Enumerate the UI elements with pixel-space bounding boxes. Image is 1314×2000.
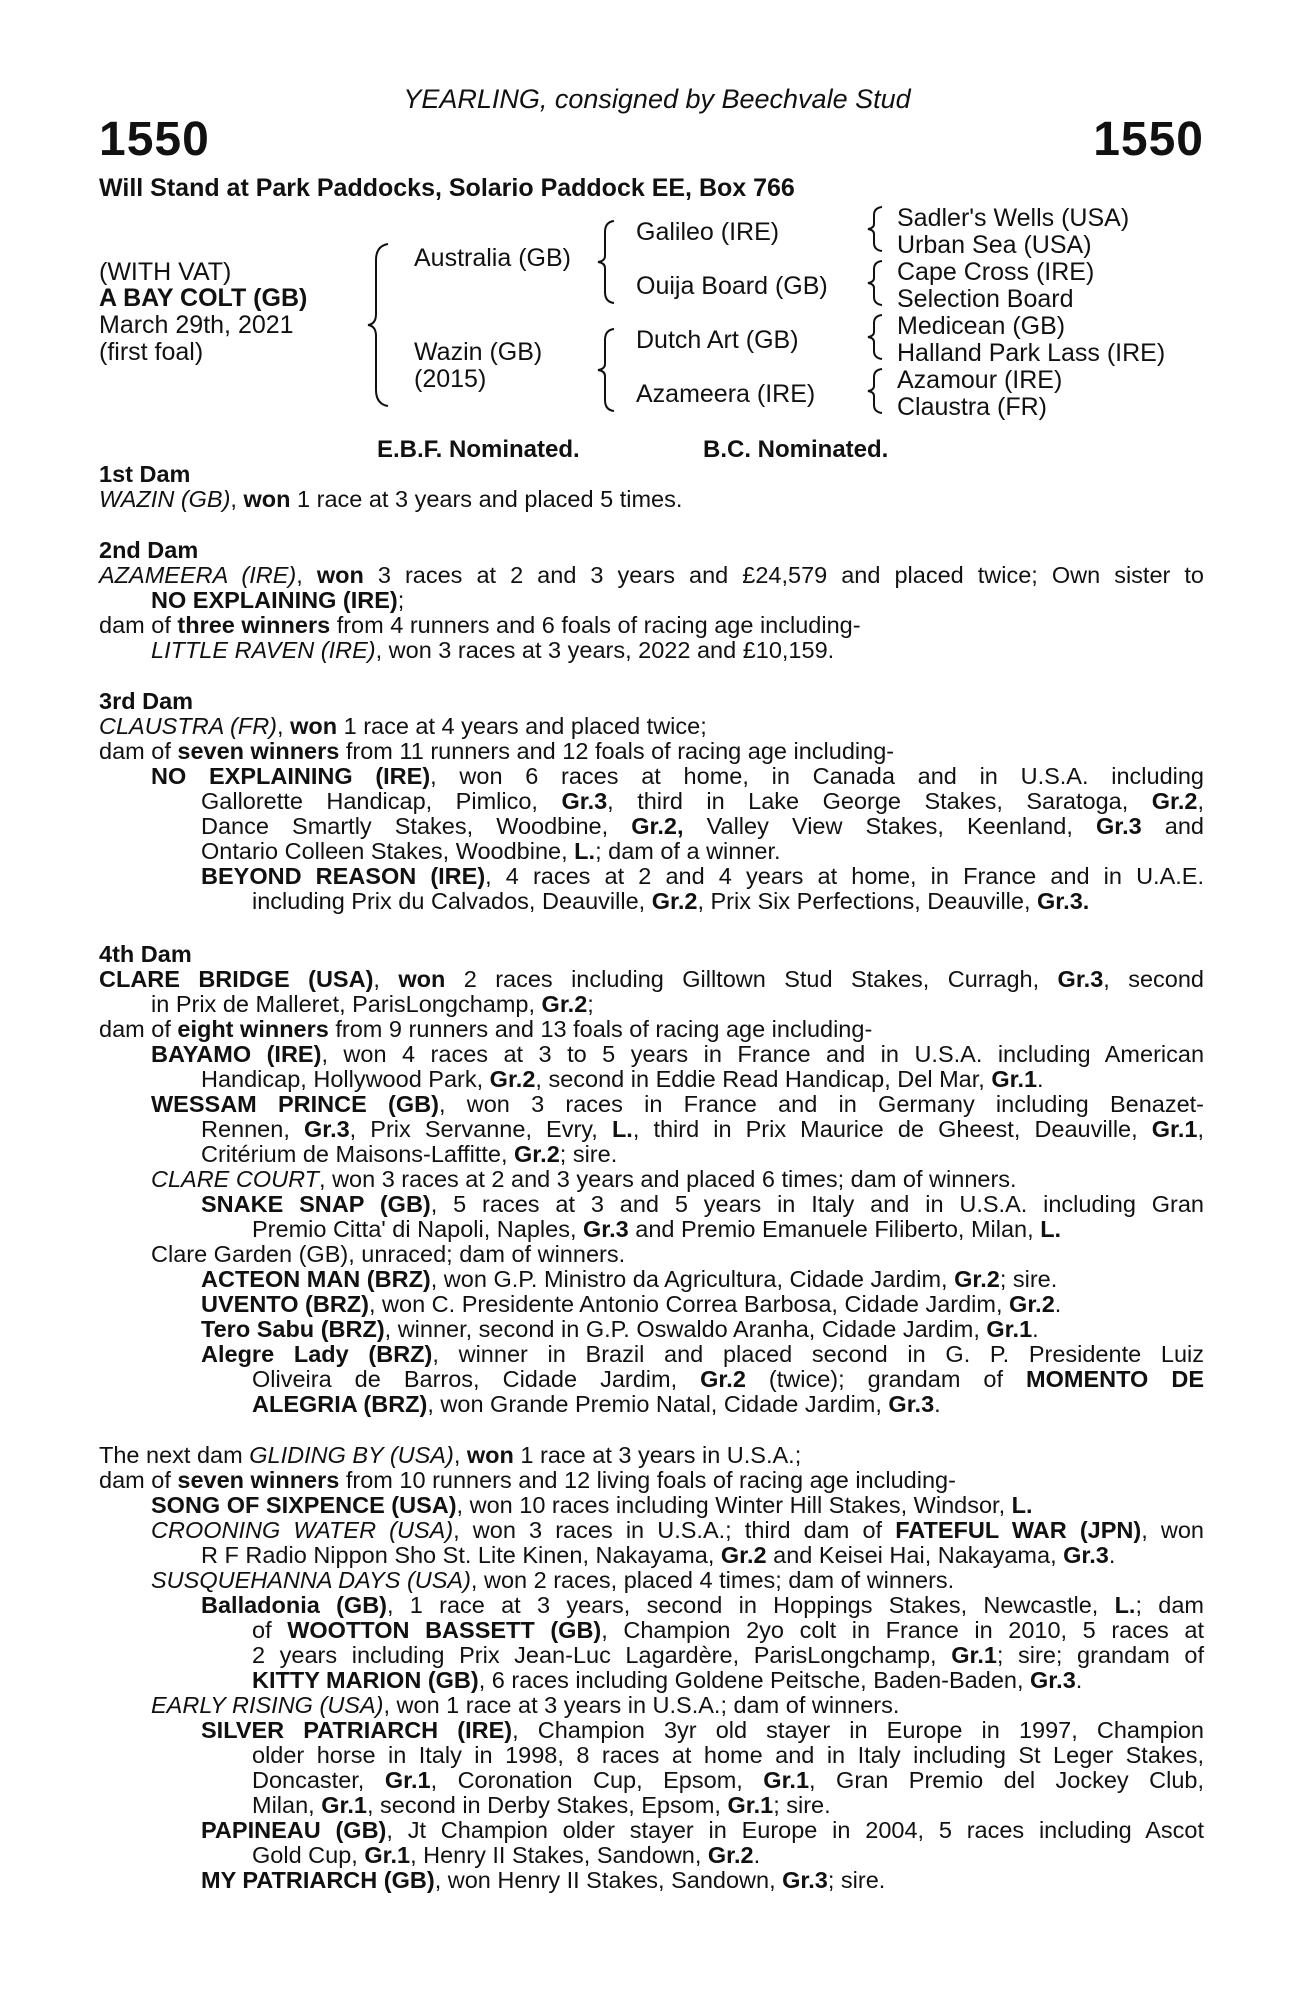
section-1st-dam: 1st Dam (99, 461, 191, 487)
section-2nd-dam: 2nd Dam (99, 537, 199, 563)
pedigree-dam: Wazin (GB) (414, 338, 543, 366)
dam4-line-6: WESSAM PRINCE (GB), won 3 races in France and in Germany including Benazet- (151, 1091, 1205, 1117)
pedigree-sire-dam: Ouija Board (GB) (636, 272, 828, 300)
next-dam-line-13: older horse in Italy in 1998, 8 races at home and in Italy including St Leger Stakes, (252, 1742, 1204, 1768)
pedigree-brace-sire (596, 218, 622, 306)
pedigree-brace-ss (866, 204, 890, 254)
dam2-line-1: AZAMEERA (IRE), won 3 races at 2 and 3 years and £24,579 and placed twice; Own sister to (99, 562, 1204, 588)
dam3-line-5: Dance Smartly Stakes, Woodbine, Gr.2, Valley View Stakes, Keenland, Gr.3 and (201, 813, 1204, 839)
dam3-line-3: NO EXPLAINING (IRE), won 6 races at home, in Canada and in U.S.A. including (151, 763, 1204, 789)
horse-dob: March 29th, 2021 (99, 311, 294, 339)
section-3rd-dam: 3rd Dam (99, 688, 194, 714)
vat-note: (WITH VAT) (99, 258, 232, 286)
pedigree-brace-ds (866, 312, 890, 362)
dam4-line-7: Rennen, Gr.3, Prix Servanne, Evry, L., third in Prix Maurice de Gheest, Deauville, Gr.1, (201, 1116, 1204, 1142)
section-4th-dam: 4th Dam (99, 941, 192, 967)
dam4-line-18: ALEGRIA (BRZ), won Grande Premio Natal, Cidade Jardim, Gr.3. (252, 1391, 941, 1417)
dam4-line-14: UVENTO (BRZ), won C. Presidente Antonio Correa Barbosa, Cidade Jardim, Gr.2. (201, 1291, 1062, 1317)
pedigree-ssd: Urban Sea (USA) (897, 231, 1092, 259)
next-dam-line-16: PAPINEAU (GB), Jt Champion older stayer in Europe in 2004, 5 races including Ascot (201, 1817, 1204, 1843)
dam4-line-15: Tero Sabu (BRZ), winner, second in G.P. Oswaldo Aranha, Cidade Jardim, Gr.1. (201, 1316, 1039, 1342)
dam1-line-1: WAZIN (GB), won 1 race at 3 years and placed 5 times. (99, 486, 683, 512)
dam4-line-13: ACTEON MAN (BRZ), won G.P. Ministro da Agricultura, Cidade Jardim, Gr.2; sire. (201, 1266, 1058, 1292)
pedigree-brace-dd (866, 366, 890, 416)
dam3-line-1: CLAUSTRA (FR), won 1 race at 4 years and placed twice; (99, 713, 707, 739)
next-dam-line-14: Doncaster, Gr.1, Coronation Cup, Epsom, Gr.1, Gran Premio del Jockey Club, (252, 1767, 1205, 1793)
dam3-line-6: Ontario Colleen Stakes, Woodbine, L.; dam of a winner. (201, 838, 781, 864)
dam4-line-5: Handicap, Hollywood Park, Gr.2, second in Eddie Read Handicap, Del Mar, Gr.1. (201, 1066, 1044, 1092)
dam4-line-9: CLARE COURT, won 3 races at 2 and 3 years and placed 6 times; dam of winners. (151, 1166, 1017, 1192)
pedigree-brace-main (366, 240, 396, 410)
next-dam-line-18: MY PATRIARCH (GB), won Henry II Stakes, Sandown, Gr.3; sire. (201, 1867, 886, 1893)
pedigree-dam-sire: Dutch Art (GB) (636, 326, 799, 354)
next-dam-line-17: Gold Cup, Gr.1, Henry II Stakes, Sandown, Gr.2. (252, 1842, 761, 1868)
next-dam-line-11: EARLY RISING (USA), won 1 race at 3 years in U.S.A.; dam of winners. (151, 1692, 900, 1718)
dam4-line-17: Oliveira de Barros, Cidade Jardim, Gr.2 (twice); grandam of MOMENTO DE (252, 1366, 1204, 1392)
pedigree-brace-sd (866, 258, 890, 308)
dam4-line-2: in Prix de Malleret, ParisLongchamp, Gr.2; (151, 991, 594, 1017)
consignment-line: YEARLING, consigned by Beechvale Stud (403, 84, 911, 114)
pedigree-sdd: Selection Board (897, 285, 1074, 313)
next-dam-line-7: Balladonia (GB), 1 race at 3 years, second in Hoppings Stakes, Newcastle, L.; dam (201, 1592, 1204, 1618)
pedigree-dam-dam: Azameera (IRE) (636, 380, 816, 408)
stabling-location: Will Stand at Park Paddocks, Solario Paddock EE, Box 766 (99, 174, 795, 202)
dam3-line-4: Gallorette Handicap, Pimlico, Gr.3, third in Lake George Stakes, Saratoga, Gr.2, (201, 788, 1204, 814)
ebf-nomination: E.B.F. Nominated. (377, 436, 580, 463)
dam2-line-4: LITTLE RAVEN (IRE), won 3 races at 3 years, 2022 and £10,159. (151, 637, 835, 663)
lot-number-left: 1550 (99, 113, 210, 166)
pedigree-dds: Azamour (IRE) (897, 366, 1063, 394)
dam4-line-4: BAYAMO (IRE), won 4 races at 3 to 5 years in France and in U.S.A. including American (151, 1041, 1205, 1067)
next-dam-line-2: dam of seven winners from 10 runners and 12 living foals of racing age including- (99, 1467, 956, 1493)
next-dam-line-12: SILVER PATRIARCH (IRE), Champion 3yr old stayer in Europe in 1997, Champion (201, 1717, 1204, 1743)
bc-nomination: B.C. Nominated. (703, 436, 889, 463)
pedigree-dss: Medicean (GB) (897, 312, 1066, 340)
next-dam-line-8: of WOOTTON BASSETT (GB), Champion 2yo colt in France in 2010, 5 races at (252, 1617, 1204, 1643)
dam2-line-2: NO EXPLAINING (IRE); (151, 587, 405, 613)
dam3-line-7: BEYOND REASON (IRE), 4 races at 2 and 4 years at home, in France and in U.A.E. (201, 863, 1204, 889)
pedigree-sire-sire: Galileo (IRE) (636, 218, 780, 246)
next-dam-line-6: SUSQUEHANNA DAYS (USA), won 2 races, placed 4 times; dam of winners. (151, 1567, 955, 1593)
next-dam-line-10: KITTY MARION (GB), 6 races including Goldene Peitsche, Baden-Baden, Gr.3. (252, 1667, 1083, 1693)
dam4-line-1: CLARE BRIDGE (USA), won 2 races including Gilltown Stud Stakes, Curragh, Gr.3, second (99, 966, 1204, 992)
horse-foal-note: (first foal) (99, 338, 204, 366)
next-dam-line-3: SONG OF SIXPENCE (USA), won 10 races including Winter Hill Stakes, Windsor, L. (151, 1492, 1033, 1518)
next-dam-line-15: Milan, Gr.1, second in Derby Stakes, Epsom, Gr.1; sire. (252, 1792, 831, 1818)
pedigree-sds: Cape Cross (IRE) (897, 258, 1095, 286)
dam4-line-16: Alegre Lady (BRZ), winner in Brazil and placed second in G. P. Presidente Luiz (201, 1341, 1204, 1367)
pedigree-sss: Sadler's Wells (USA) (897, 204, 1130, 232)
dam3-line-2: dam of seven winners from 11 runners and 12 foals of racing age including- (99, 738, 895, 764)
dam4-line-12: Clare Garden (GB), unraced; dam of winners. (151, 1241, 626, 1267)
pedigree-dam-year: (2015) (414, 365, 487, 393)
dam2-line-3: dam of three winners from 4 runners and 6 foals of racing age including- (99, 612, 861, 638)
dam4-line-11: Premio Citta' di Napoli, Naples, Gr.3 and Premio Emanuele Filiberto, Milan, L. (252, 1216, 1062, 1242)
next-dam-line-1: The next dam GLIDING BY (USA), won 1 race at 3 years in U.S.A.; (99, 1442, 802, 1468)
next-dam-line-5: R F Radio Nippon Sho St. Lite Kinen, Nakayama, Gr.2 and Keisei Hai, Nakayama, Gr.3. (201, 1542, 1116, 1568)
horse-name: A BAY COLT (GB) (99, 284, 308, 312)
dam4-line-8: Critérium de Maisons-Laffitte, Gr.2; sire. (201, 1141, 618, 1167)
dam4-line-3: dam of eight winners from 9 runners and 13 foals of racing age including- (99, 1016, 873, 1042)
pedigree-brace-dam (596, 326, 622, 414)
lot-number-right: 1550 (1093, 113, 1204, 166)
dam4-line-10: SNAKE SNAP (GB), 5 races at 3 and 5 years in Italy and in U.S.A. including Gran (201, 1191, 1204, 1217)
next-dam-line-9: 2 years including Prix Jean-Luc Lagardère, ParisLongchamp, Gr.1; sire; grandam of (252, 1642, 1204, 1668)
pedigree-sire: Australia (GB) (414, 244, 571, 272)
dam3-line-8: including Prix du Calvados, Deauville, Gr.2, Prix Six Perfections, Deauville, Gr.3. (252, 888, 1090, 914)
pedigree-dsd: Halland Park Lass (IRE) (897, 339, 1166, 367)
pedigree-ddd: Claustra (FR) (897, 393, 1048, 421)
next-dam-line-4: CROONING WATER (USA), won 3 races in U.S.A.; third dam of FATEFUL WAR (JPN), won (151, 1517, 1204, 1543)
